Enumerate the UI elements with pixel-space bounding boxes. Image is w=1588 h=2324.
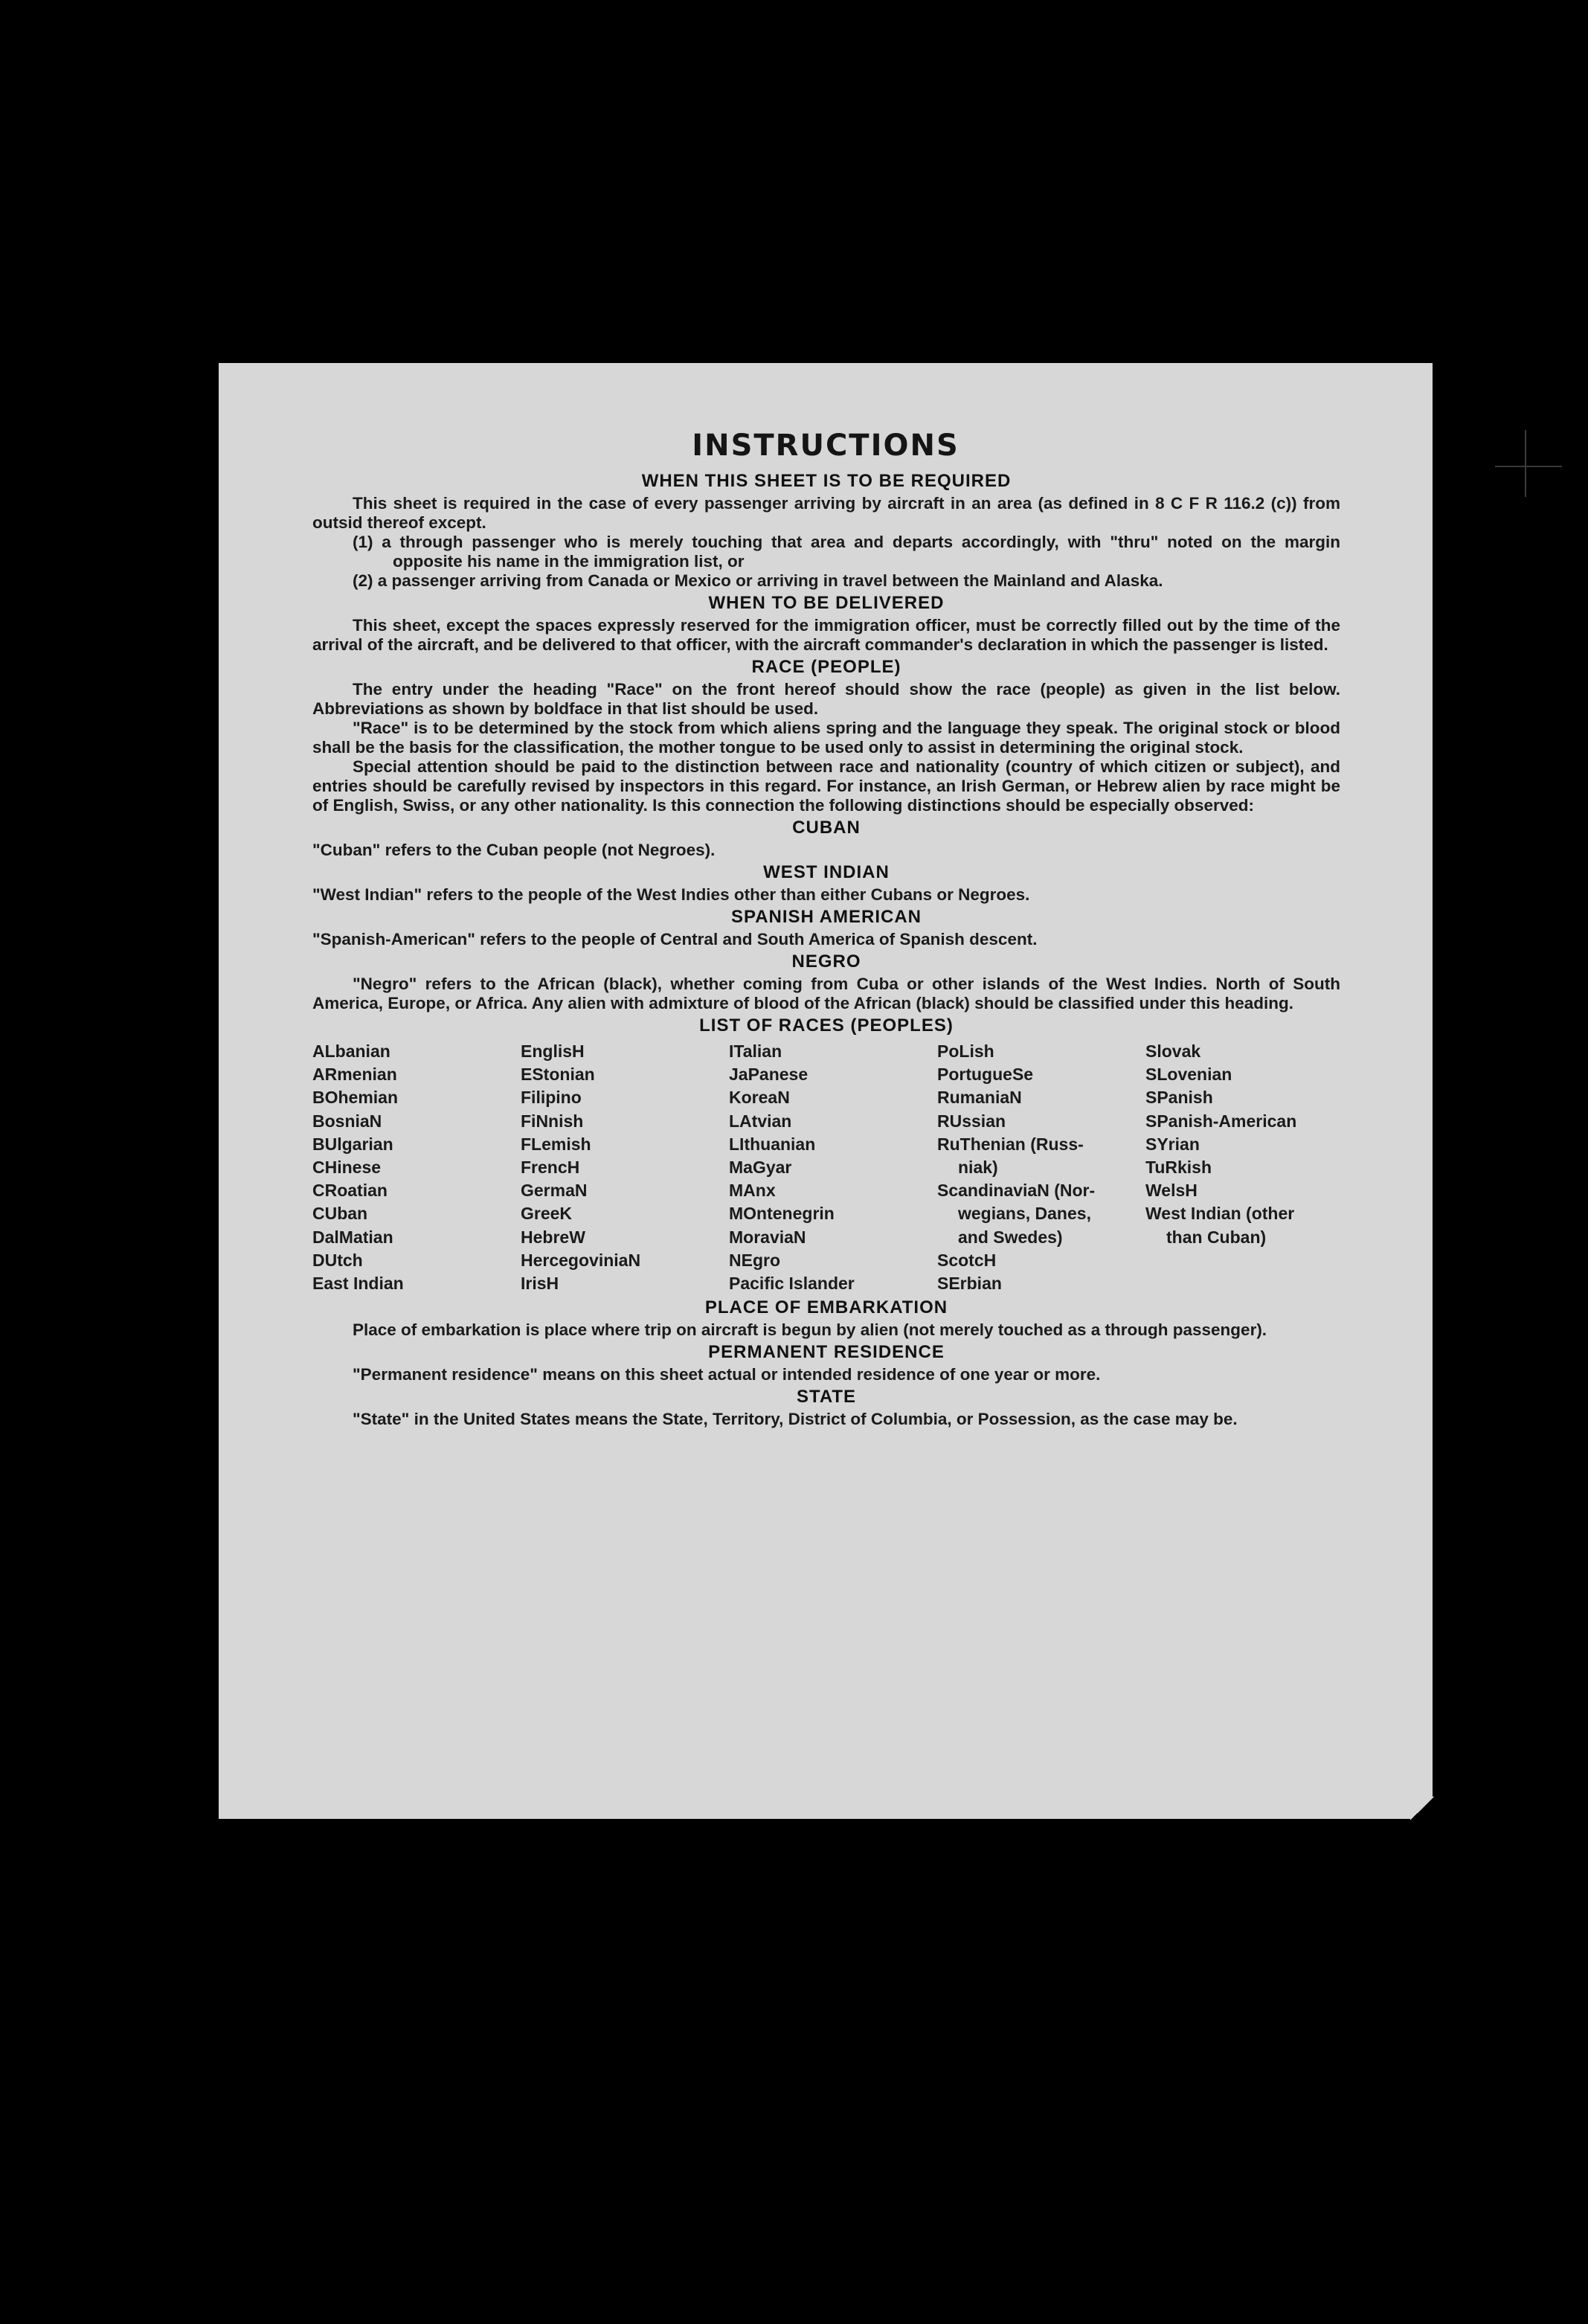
race-item: CUban	[312, 1204, 368, 1224]
race-item: than Cuban)	[1166, 1227, 1267, 1247]
race-item: PoLish	[937, 1041, 994, 1061]
section-paragraph: "Permanent residence" means on this sheet actual or intended residence of one year or more.	[353, 1365, 1101, 1384]
races-column	[521, 1040, 729, 1295]
section-heading: STATE	[796, 1387, 857, 1407]
section-paragraph: "State" in the United States means the State, Territory, District of Columbia, or Possession, as the case may be.	[353, 1410, 1238, 1429]
race-item: BOhemian	[312, 1088, 399, 1108]
section-heading: WHEN TO BE DELIVERED	[708, 593, 945, 613]
race-item: West Indian (other	[1145, 1204, 1295, 1224]
race-item: MOntenegrin	[729, 1204, 835, 1224]
race-item: RumaniaN	[937, 1088, 1022, 1108]
races-column	[937, 1040, 1145, 1295]
scan-mark	[1495, 466, 1562, 467]
race-item: East Indian	[312, 1274, 404, 1294]
section-heading: WEST INDIAN	[763, 862, 890, 882]
race-item: SLovenian	[1145, 1065, 1232, 1085]
section-paragraph: This sheet is required in the case of every passenger arriving by aircraft in an area (as defined in 8 C F R 116.2 (c)) from outsid thereof except.	[312, 494, 1340, 532]
race-item: NEgro	[729, 1250, 780, 1270]
race-item: ARmenian	[312, 1065, 397, 1085]
race-item: EStonian	[521, 1065, 595, 1085]
section-heading: RACE (PEOPLE)	[751, 657, 901, 677]
race-item: ITalian	[729, 1041, 782, 1061]
race-item: PortugueSe	[937, 1065, 1034, 1085]
race-item: CHinese	[312, 1158, 382, 1178]
race-item: and Swedes)	[958, 1227, 1063, 1247]
section-heading: WHEN THIS SHEET IS TO BE REQUIRED	[641, 471, 1012, 491]
race-item: DUtch	[312, 1250, 363, 1270]
folded-corner	[1410, 1797, 1434, 1820]
section-paragraph: (2) a passenger arriving from Canada or Mexico or arriving in travel between the Mainland and Alaska.	[353, 571, 1163, 590]
race-item: RuThenian (Russ-	[937, 1134, 1084, 1154]
race-item: LIthuanian	[729, 1134, 816, 1154]
section-heading: CUBAN	[792, 818, 861, 838]
race-item: TuRkish	[1145, 1158, 1212, 1178]
section-paragraph: Place of embarkation is place where trip on aircraft is begun by alien (not merely touched as a through passenger).	[353, 1320, 1267, 1340]
race-item: WelsH	[1145, 1181, 1198, 1201]
race-item: JaPanese	[729, 1065, 809, 1085]
section-paragraph: (1) a through passenger who is merely touching that area and departs accordingly, with "thru" noted on the margin opposite his name in the immigration list, or	[353, 533, 1340, 571]
section-paragraph: This sheet, except the spaces expressly reserved for the immigration officer, must be correctly filled out by the time of the arrival of the aircraft, and be delivered to that officer, with the aircraft commander's declaration in which the passenger is listed.	[312, 616, 1340, 654]
race-item: CRoatian	[312, 1181, 388, 1201]
section-paragraph: "Spanish-American" refers to the people of Central and South America of Spanish descent.	[312, 930, 1038, 948]
race-item: FLemish	[521, 1134, 591, 1154]
section-heading: PLACE OF EMBARKATION	[704, 1297, 948, 1318]
races-column	[312, 1040, 521, 1295]
race-item: GreeK	[521, 1204, 573, 1224]
instructions-body	[312, 469, 1340, 1429]
race-item: HebreW	[521, 1227, 585, 1247]
page-title: INSTRUCTIONS	[692, 428, 959, 463]
race-item: ALbanian	[312, 1041, 390, 1061]
section-paragraph: "Race" is to be determined by the stock from which aliens spring and the language they speak. The original stock or blood shall be the basis for the classification, the mother tongue to be used only to assist in determining the original stock.	[312, 719, 1340, 757]
race-item: HercegoviniaN	[521, 1250, 641, 1270]
race-item: niak)	[958, 1158, 998, 1178]
races-column	[729, 1040, 937, 1295]
section-paragraph: The entry under the heading "Race" on the front hereof should show the race (people) as given in the list below. Abbreviations as shown by boldface in that list should be used.	[312, 680, 1340, 718]
section-heading: PERMANENT RESIDENCE	[708, 1342, 945, 1363]
race-item: BUlgarian	[312, 1134, 393, 1154]
section-heading: NEGRO	[791, 951, 861, 972]
race-item: FiNnish	[521, 1111, 584, 1131]
race-item: LAtvian	[729, 1111, 792, 1131]
section-paragraph: Special attention should be paid to the distinction between race and nationality (country of which citizen or subject), and entries should be carefully revised by inspectors in this regard. For instance, an Irish German, or Hebrew alien by race might be of English, Swiss, or any other nationality. Is this connection the following distinctions should be especially observed:	[312, 757, 1340, 815]
race-item: MaGyar	[729, 1158, 792, 1178]
race-item: ScotcH	[937, 1250, 997, 1270]
race-item: BosniaN	[312, 1111, 382, 1131]
section-heading: SPANISH AMERICAN	[730, 907, 922, 927]
race-item: IrisH	[521, 1274, 559, 1294]
section-paragraph: "West Indian" refers to the people of the West Indies other than either Cubans or Negroes.	[312, 885, 1030, 904]
race-item: Pacific Islander	[729, 1274, 855, 1294]
race-item: wegians, Danes,	[958, 1204, 1091, 1224]
instruction-sheet	[219, 363, 1433, 1819]
races-column	[1145, 1040, 1340, 1295]
race-item: FrencH	[521, 1158, 580, 1178]
race-item: ScandinaviaN (Nor-	[937, 1181, 1096, 1201]
race-item: MAnx	[729, 1181, 776, 1201]
race-item: SPanish-American	[1145, 1111, 1297, 1131]
race-item: SPanish	[1145, 1088, 1213, 1108]
race-item: Slovak	[1145, 1041, 1201, 1061]
race-item: SYrian	[1145, 1134, 1200, 1154]
races-list	[312, 1040, 1340, 1295]
scan-mark	[1525, 430, 1526, 497]
race-item: KoreaN	[729, 1088, 790, 1108]
race-item: Filipino	[521, 1088, 582, 1108]
race-item: DalMatian	[312, 1227, 393, 1247]
race-item: EnglisH	[521, 1041, 585, 1061]
races-heading: LIST OF RACES (PEOPLES)	[699, 1015, 954, 1036]
race-item: SErbian	[937, 1274, 1002, 1294]
race-item: RUssian	[937, 1111, 1006, 1131]
race-item: MoraviaN	[729, 1227, 806, 1247]
section-paragraph: "Cuban" refers to the Cuban people (not Negroes).	[312, 841, 716, 859]
section-paragraph: "Negro" refers to the African (black), whether coming from Cuba or other islands of the West Indies. North of South America, Europe, or Africa. Any alien with admixture of blood of the African (black) should be classified under this heading.	[312, 975, 1340, 1012]
race-item: GermaN	[521, 1181, 588, 1201]
